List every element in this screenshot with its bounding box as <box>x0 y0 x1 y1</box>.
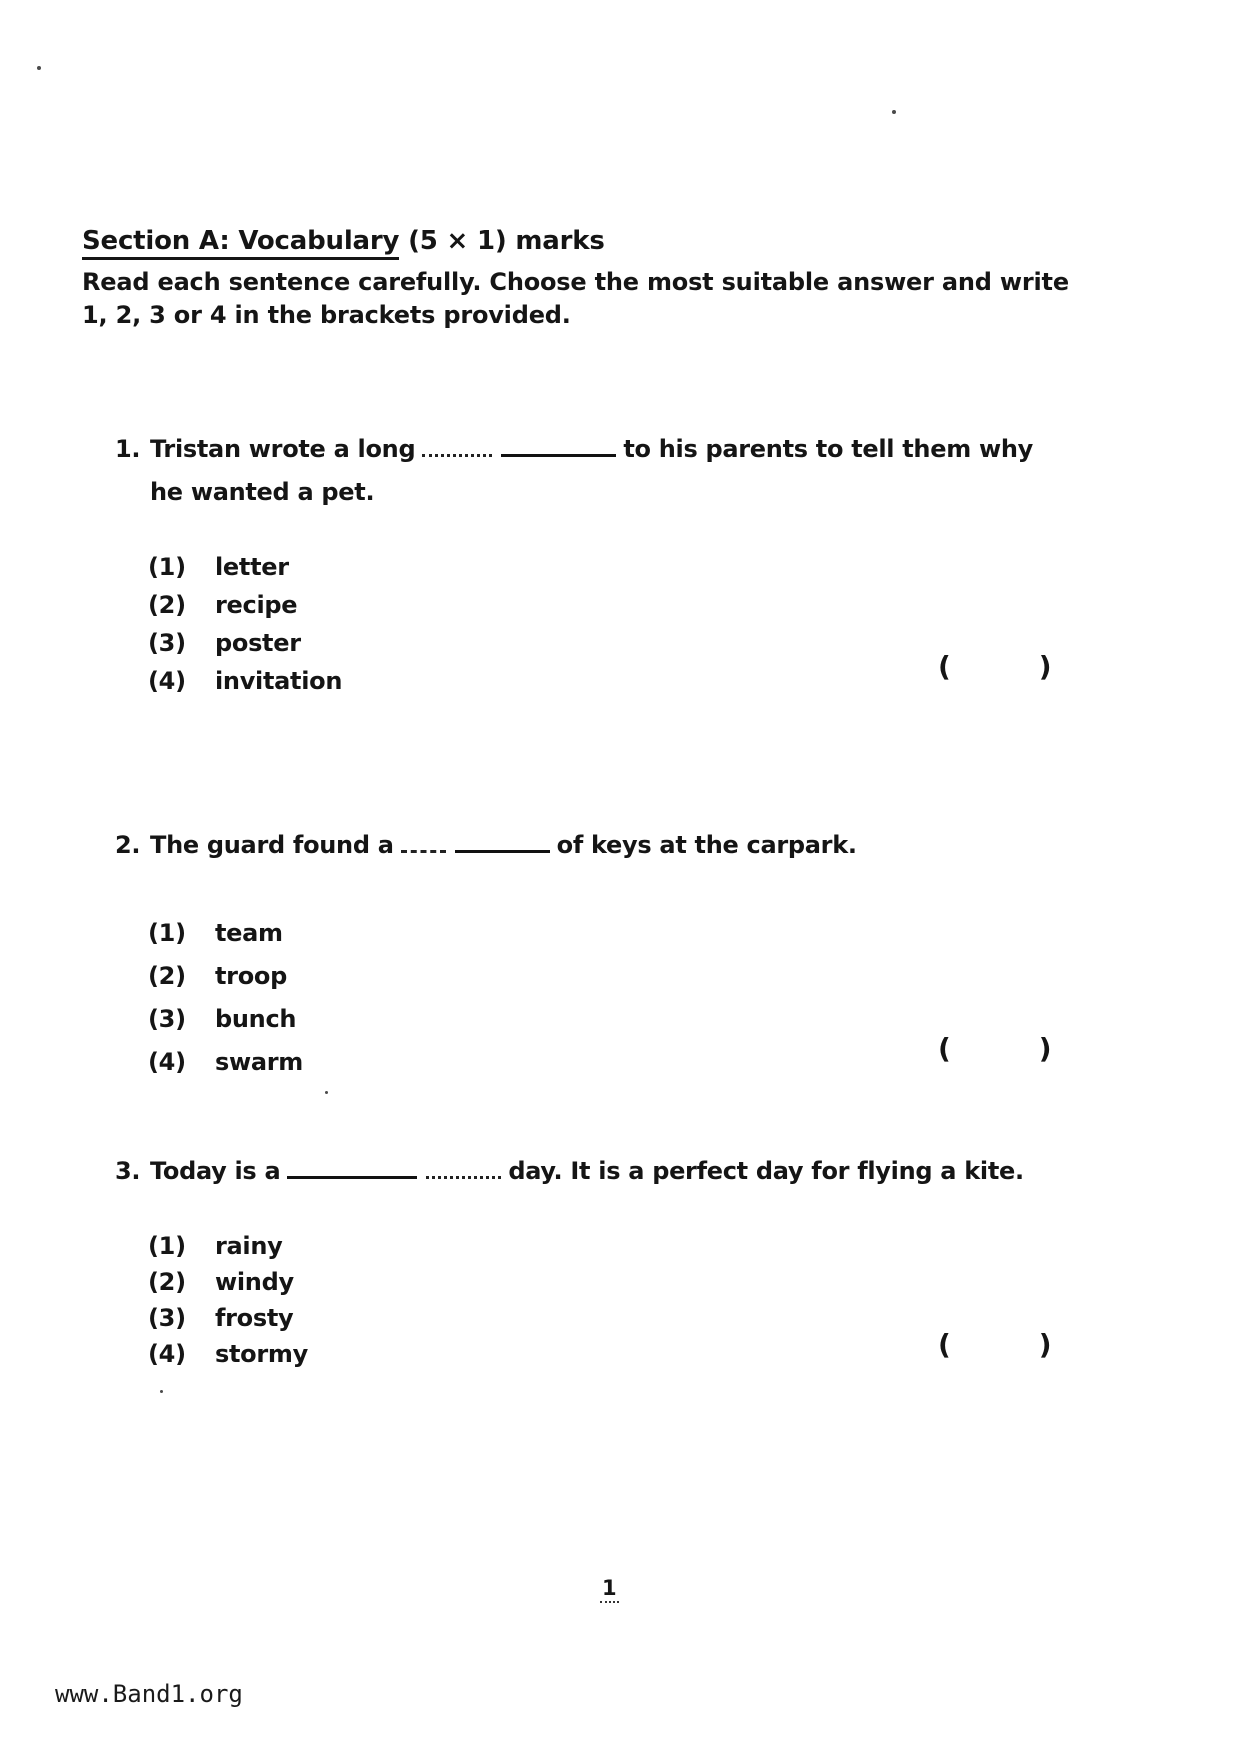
option-row <box>148 548 342 586</box>
option-label: stormy <box>215 1340 308 1368</box>
option-number: (2) <box>148 962 186 990</box>
question-2 <box>115 824 1135 1076</box>
question-1 <box>115 428 1135 695</box>
scan-artifact-dot <box>892 110 896 114</box>
question-1-options <box>148 548 342 700</box>
scan-artifact-dot <box>37 66 41 70</box>
option-number: (4) <box>148 667 186 695</box>
question-2-line-1 <box>115 824 1135 867</box>
section-heading-marks: (5 × 1) marks <box>399 226 605 256</box>
option-row <box>148 998 303 1041</box>
question-1-line-1 <box>115 428 1135 471</box>
option-label: frosty <box>215 1304 294 1332</box>
open-bracket: ( <box>938 1328 951 1361</box>
question-3-number: 3. <box>115 1157 141 1185</box>
option-label: windy <box>215 1268 294 1296</box>
option-number: (2) <box>148 591 186 619</box>
close-bracket: ) <box>1038 1032 1052 1065</box>
option-label: team <box>215 919 283 947</box>
option-row <box>148 1336 308 1372</box>
question-1-blank-dotted <box>422 434 492 457</box>
option-label: troop <box>215 962 287 990</box>
scan-artifact-dot <box>325 1091 328 1094</box>
question-2-text-after: of keys at the carpark. <box>556 831 857 859</box>
option-row <box>148 955 303 998</box>
question-1-text-after: to his parents to tell them why <box>623 435 1033 463</box>
option-number: (4) <box>148 1048 186 1076</box>
option-number: (4) <box>148 1340 186 1368</box>
instruction-line-1: Read each sentence carefully. Choose the most suitable answer and write <box>82 268 1069 296</box>
open-bracket: ( <box>938 650 951 683</box>
option-number: (1) <box>148 1232 186 1260</box>
footer-url: www.Band1.org <box>55 1680 243 1708</box>
option-label: bunch <box>215 1005 297 1033</box>
option-row <box>148 624 342 662</box>
question-3-blank-dotted <box>426 1156 501 1179</box>
question-3-text-before: Today is a <box>150 1157 281 1185</box>
option-row <box>148 662 342 700</box>
close-bracket: ) <box>1038 1328 1052 1361</box>
question-1-text-before: Tristan wrote a long <box>150 435 416 463</box>
open-bracket: ( <box>938 1032 951 1065</box>
question-3-line-1 <box>115 1152 1135 1190</box>
scan-artifact-dot <box>160 1390 163 1393</box>
option-row <box>148 1228 308 1264</box>
option-number: (2) <box>148 1268 186 1296</box>
question-1-line-2: he wanted a pet. <box>150 478 375 506</box>
instruction-line-2: 1, 2, 3 or 4 in the brackets provided. <box>82 301 571 329</box>
option-number: (3) <box>148 1304 186 1332</box>
option-row <box>148 1264 308 1300</box>
question-1-number: 1. <box>115 435 141 463</box>
option-row <box>148 586 342 624</box>
close-bracket: ) <box>1038 650 1052 683</box>
option-row <box>148 1041 303 1084</box>
section-heading <box>82 226 605 256</box>
question-2-blank-solid <box>455 830 550 853</box>
option-row <box>148 1300 308 1336</box>
question-1-blank-solid <box>501 434 616 457</box>
question-3-answer-brackets <box>938 1328 1052 1361</box>
option-label: rainy <box>215 1232 283 1260</box>
question-3-blank-solid <box>287 1156 417 1179</box>
question-2-text-before: The guard found a <box>150 831 394 859</box>
option-number: (3) <box>148 629 186 657</box>
question-3 <box>115 1152 1135 1368</box>
instructions <box>82 266 1069 332</box>
question-2-answer-brackets <box>938 1032 1052 1065</box>
question-1-answer-brackets <box>938 650 1052 683</box>
option-label: poster <box>215 629 301 657</box>
section-heading-title: Section A: Vocabulary <box>82 226 399 260</box>
option-label: swarm <box>215 1048 303 1076</box>
question-3-options <box>148 1228 308 1372</box>
question-2-blank-dashed <box>401 830 446 853</box>
option-label: letter <box>215 553 289 581</box>
question-2-number: 2. <box>115 831 141 859</box>
question-3-text-after: day. It is a perfect day for flying a kite. <box>508 1157 1024 1185</box>
option-row <box>148 912 303 955</box>
option-number: (3) <box>148 1005 186 1033</box>
page-number: 1 <box>600 1576 619 1603</box>
option-label: invitation <box>215 667 343 695</box>
option-number: (1) <box>148 919 186 947</box>
option-number: (1) <box>148 553 186 581</box>
question-2-options <box>148 912 303 1084</box>
option-label: recipe <box>215 591 298 619</box>
